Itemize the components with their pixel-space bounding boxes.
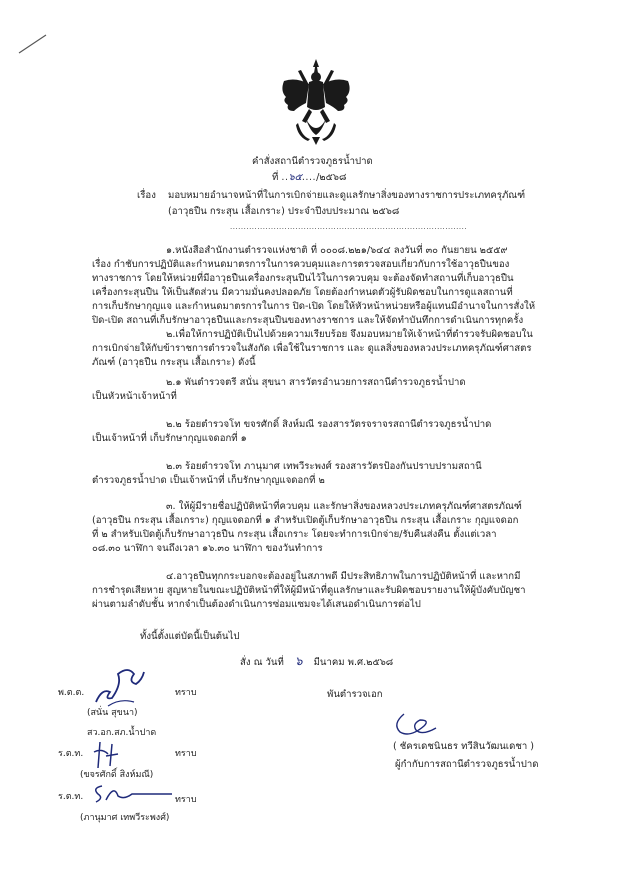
paragraph-line: การเก็บรักษากุญแจ และกำหนดมาตรการในการ ปิด-เปิด โดยให้หัวหน้าหน่วยหรือผู้แทนมีอำนาจในการสั่งให้	[92, 301, 536, 312]
signer-name: ( ชัครเดชนินธร ทวีสินวัฒนเดชา )	[393, 741, 535, 752]
paragraph-line: ปิด-เปิด สถานที่เก็บรักษาอาวุธปืนและกระสุนปืนของทางราชการ และให้จัดทำบันทึกการดำเนินการทุกครั้ง	[92, 315, 524, 326]
order-number	[272, 171, 346, 185]
signer-rank: พันตำรวจเอก	[327, 689, 383, 700]
paragraph-line: ๒.๓ ร้อยตำรวจโท ภานุมาศ เทพวีระพงศ์ รองสารวัตรป้องกันปราบปรามสถานี	[166, 461, 482, 472]
paragraph-4	[92, 570, 578, 612]
ordered-day-handwritten: ๖	[294, 654, 303, 668]
ack-3-rank: ร.ต.ท.	[58, 792, 84, 802]
subject-line-1: มอบหมายอำนาจหน้าที่ในการเบิกจ่ายและดูแลรักษาสิ่งของทางราชการประเภทครุภัณฑ์	[168, 190, 526, 201]
paragraph-line: เครื่องกระสุนปืน ให้เป็นสัดส่วน มีความมั่นคงปลอดภัย โดยต้องกำหนดตัวผู้รับผิดชอบในการดูแลสถานที่	[92, 287, 513, 298]
paragraph-line: ๐๘.๓๐ นาฬิกา จนถึงเวลา ๑๖.๓๐ นาฬิกา ของวันทำการ	[92, 543, 323, 554]
subject-label: เรื่อง	[137, 190, 156, 201]
ack-2-acknowledged: ทราบ	[175, 749, 197, 759]
ack-1-position: สว.อก.สภ.น้ำปาด	[87, 728, 157, 738]
order-number-handwritten: ๖๕	[288, 172, 302, 183]
paragraph-line: ๒.๒ ร้อยตำรวจโท ขจรศักดิ์ สิงห์มณี รองสารวัตรจราจรสถานีตำรวจภูธรน้ำปาด	[166, 419, 492, 430]
garuda-emblem-icon	[276, 57, 356, 147]
paragraph-line: เรื่อง กำชับการปฏิบัติและกำหนดมาตรการในการควบคุมและการตรวจสอบเกี่ยวกับการใช้อาวุธปืนของ	[92, 259, 510, 270]
ack-1-rank: พ.ต.ต.	[58, 688, 85, 698]
paragraph-2-3	[92, 460, 578, 488]
paragraph-line: การเบิกจ่ายให้กับข้าราชการตำรวจในสังกัด เพื่อใช้ในราชการ และ ดูแลสิ่งของหลวงประเภทครุภัณฑ์ศาสตร	[92, 343, 532, 354]
paragraph-line: ๑.หนังสือสำนักงานตำรวจแห่งชาติ ที่ ๐๐๐๘.๒๒๑/๖๔๔ ลงวันที่ ๓๐ กันยายน ๒๕๕๙	[166, 245, 508, 256]
ordered-date-suffix: มีนาคม พ.ศ.๒๕๖๘	[313, 657, 394, 668]
number-dots-left: ..	[281, 172, 289, 183]
paragraph-line: ที่ ๒ สำหรับเปิดตู้เก็บรักษาอาวุธปืน กระสุน เสื้อเกราะ โดยจะทำการเบิกจ่าย/รับคืนส่งคืน ตั้งแต่เวลา	[92, 529, 497, 540]
effective-statement: ทั้งนี้ตั้งแต่บัดนี้เป็นต้นไป	[140, 631, 240, 642]
ack-2-rank: ร.ต.ท.	[58, 749, 84, 759]
paragraph-line: ทางราชการ โดยให้หน่วยที่มีอาวุธปืนเครื่องกระสุนปืนไว้ในการควบคุม จะต้องจัดทำสถานที่เก็บอาวุธปืน	[92, 273, 514, 284]
paragraph-line: ๒.๑ พันตำรวจตรี สนั่น สุขนา สารวัตรอำนวยการสถานีตำรวจภูธรน้ำปาด	[166, 377, 466, 388]
commander-signature	[390, 708, 440, 742]
paragraph-line: การชำรุดเสียหาย สูญหายในขณะปฏิบัติหน้าที่ให้ผู้มีหน้าที่ดูแลรักษาและรับผิดชอบรายงานให้ผู้บังคับบัญชา	[92, 585, 526, 596]
order-number-prefix: ที่	[272, 172, 279, 183]
paragraph-line: ภัณฑ์ (อาวุธปืน กระสุน เสื้อเกราะ) ดังนี้	[92, 357, 256, 368]
signer-position: ผู้กำกับการสถานีตำรวจภูธรน้ำปาด	[395, 759, 539, 770]
paragraph-2-1	[92, 376, 578, 404]
ordered-date	[240, 654, 393, 670]
paragraph-2-2	[92, 418, 578, 446]
paragraph-1	[92, 244, 578, 328]
paragraph-line: ตำรวจภูธรน้ำปาด เป็นเจ้าหน้าที่ เก็บรักษากุญแจดอกที่ ๒	[92, 475, 325, 486]
ack-1-signature	[88, 662, 148, 710]
scan-mark	[18, 33, 48, 55]
ack-3-acknowledged: ทราบ	[175, 795, 197, 805]
paragraph-line: (อาวุธปืน กระสุน เสื้อเกราะ) กุญแจดอกที่ ๑ สำหรับเปิดตู้เก็บรักษาอาวุธปืน กระสุน เสื้อเกราะ กุญแจดอก	[92, 515, 519, 526]
order-title: คำสั่งสถานีตำรวจภูธรน้ำปาด	[252, 156, 373, 167]
ack-1-name: (สนั่น สุขนา)	[87, 708, 138, 718]
paragraph-line: ๒.เพื่อให้การปฏิบัติเป็นไปด้วยความเรียบร้อย จึงมอบหมายให้เจ้าหน้าที่ตำรวจรับผิดชอบใน	[166, 329, 533, 340]
ack-1-acknowledged: ทราบ	[175, 688, 197, 698]
order-number-suffix: /๒๕๖๘	[316, 172, 347, 183]
paragraph-line: เป็นหัวหน้าเจ้าหน้าที่	[92, 391, 177, 402]
paragraph-line: ๔.อาวุธปืนทุกกระบอกจะต้องอยู่ในสภาพดี มีประสิทธิภาพในการปฏิบัติหน้าที่ และหากมี	[166, 571, 521, 582]
ack-2-name: (ขจรศักดิ์ สิงห์มณี)	[80, 770, 154, 780]
paragraph-3	[92, 500, 578, 556]
ack-3-signature	[88, 780, 178, 806]
ack-2-signature	[88, 738, 128, 770]
paragraph-line: เป็นเจ้าหน้าที่ เก็บรักษากุญแจดอกที่ ๑	[92, 433, 247, 444]
subject-line-2: (อาวุธปืน กระสุน เสื้อเกราะ) ประจำปีงบประมาณ ๒๕๖๘	[168, 206, 400, 217]
number-dots-right: ....	[301, 172, 317, 183]
paragraph-line: ผ่านตามลำดับชั้น หากจำเป็นต้องดำเนินการซ่อมแซมจะได้เสนอดำเนินการต่อไป	[92, 599, 421, 610]
ack-3-name: (ภานุมาศ เทพวีระพงศ์)	[80, 813, 170, 823]
header-rule: .......................................................................................	[230, 223, 468, 231]
paragraph-line: ๓. ให้ผู้มีรายชื่อปฏิบัติหน้าที่ควบคุม และรักษาสิ่งของหลวงประเภทครุภัณฑ์ศาสตรภัณฑ์	[166, 501, 522, 512]
ordered-date-prefix: สั่ง ณ วันที่	[240, 657, 284, 668]
paragraph-2	[92, 328, 578, 370]
